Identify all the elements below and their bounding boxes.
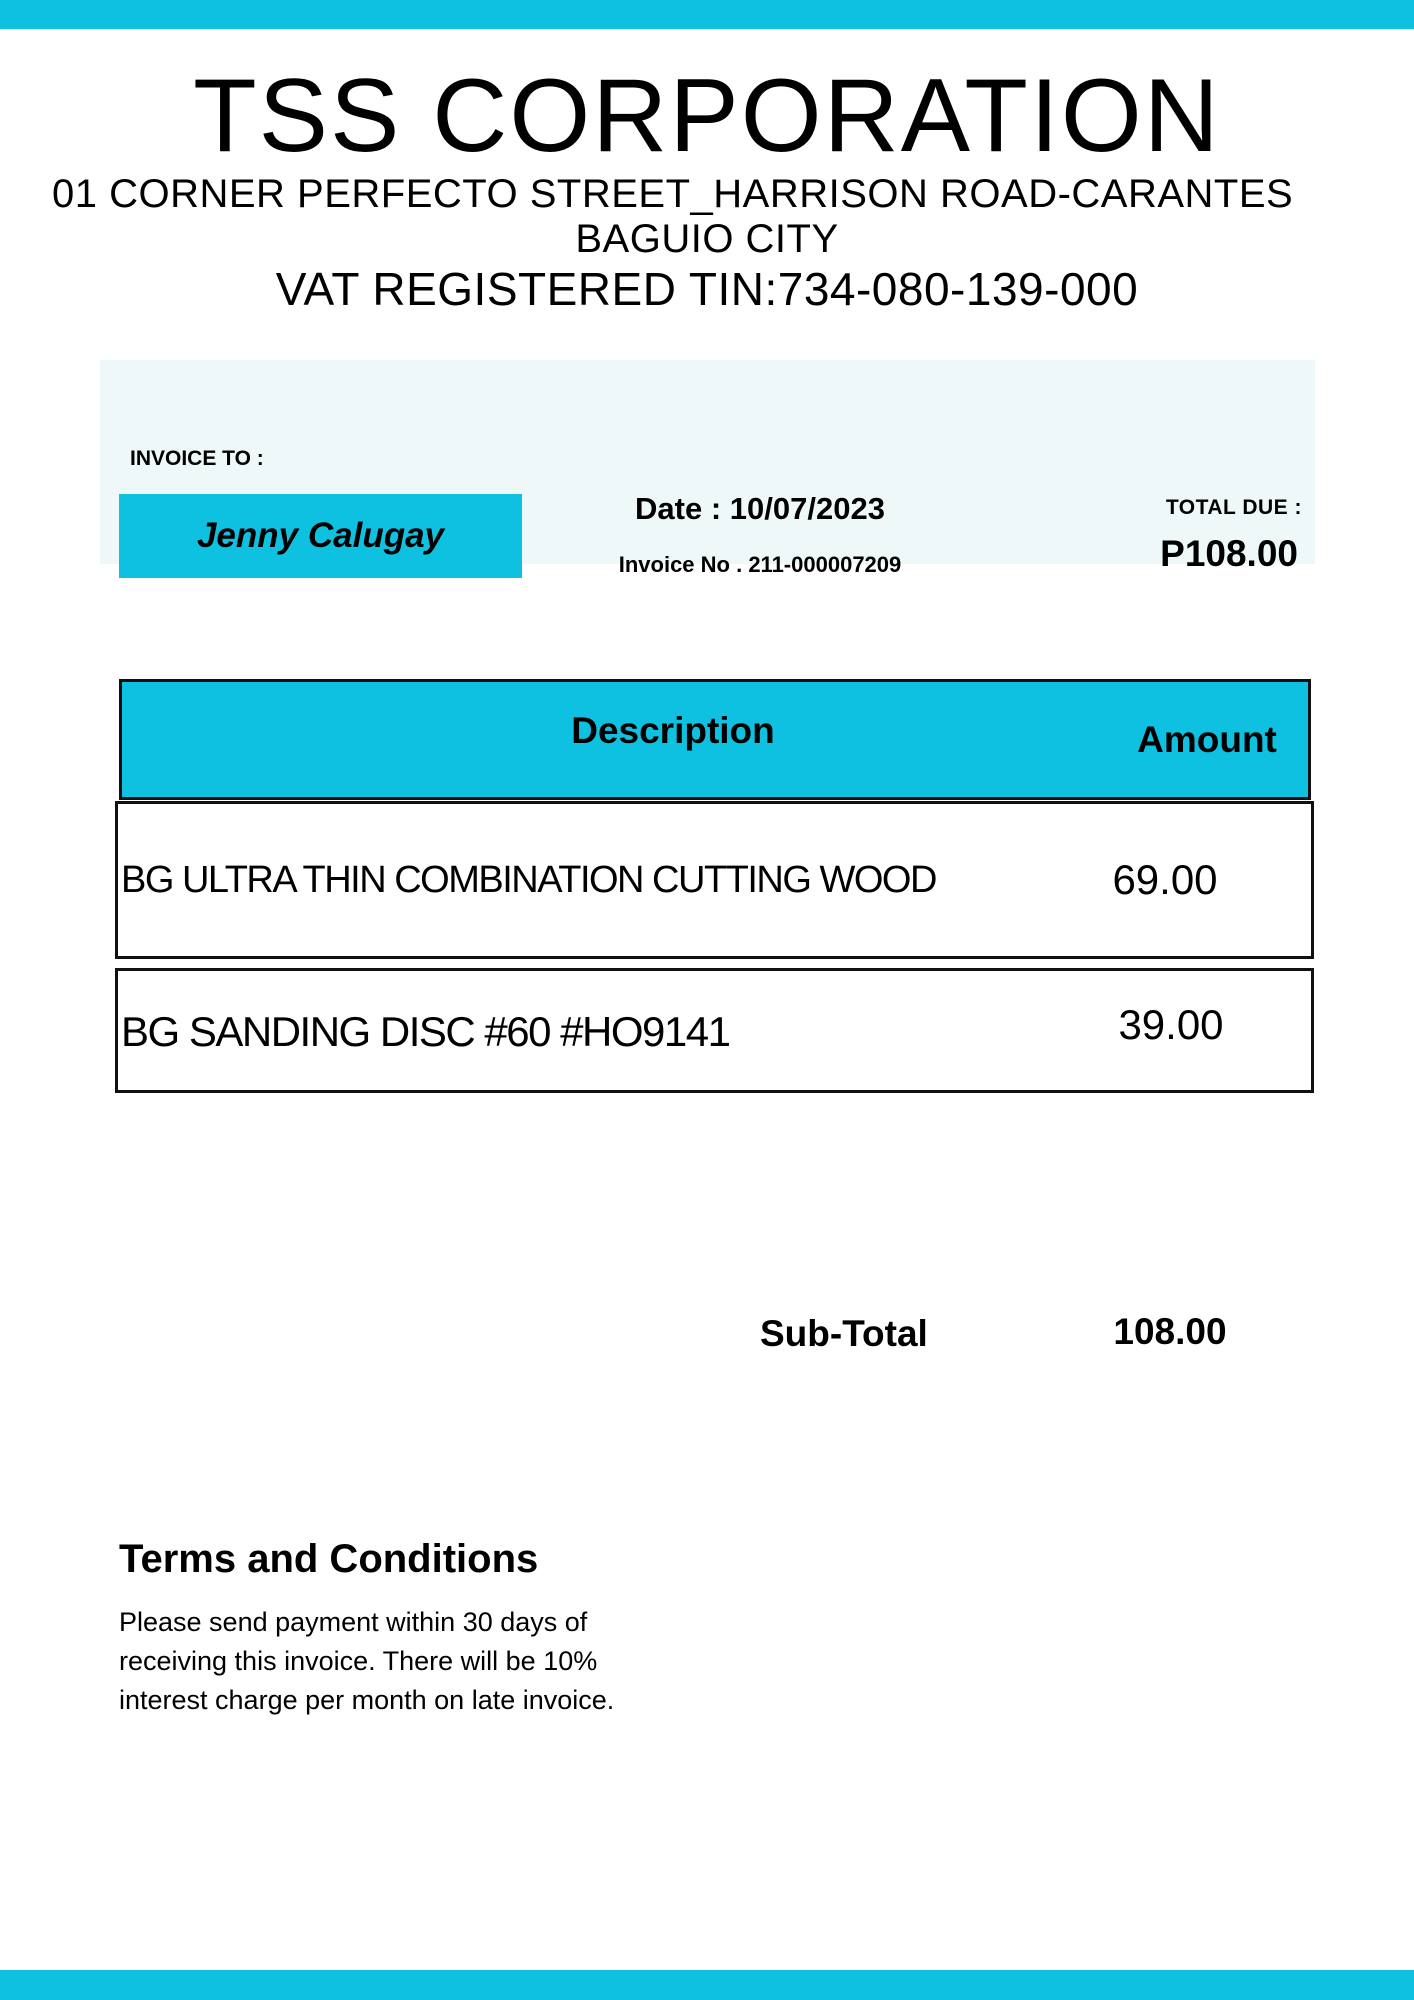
total-due-label: TOTAL DUE : (1165, 496, 1302, 519)
terms-body: Please send payment within 30 days of receiving this invoice. There will be 10% interest charge per month on late invoice. (119, 1607, 615, 1715)
subtotal-value: 108.00 (1113, 1311, 1227, 1352)
item-description: BG SANDING DISC #60 #HO9141 (121, 1008, 730, 1055)
company-address: 01 CORNER PERFECTO STREET_HARRISON ROAD-CARANTES (52, 172, 1294, 216)
invoice-to-label: INVOICE TO : (130, 447, 264, 470)
bottom-accent-bar (0, 1970, 1414, 2000)
top-accent-bar (0, 0, 1414, 29)
item-amount: 39.00 (1118, 1001, 1224, 1048)
column-header-amount: Amount (1137, 719, 1277, 760)
item-description: BG ULTRA THIN COMBINATION CUTTING WOOD (121, 859, 936, 901)
items-table-header (119, 679, 1311, 800)
client-name-box (119, 494, 522, 578)
company-city: BAGUIO CITY (575, 217, 839, 261)
column-header-description: Description (571, 710, 775, 751)
client-name: Jenny Calugay (196, 516, 445, 555)
table-row (115, 968, 1314, 1093)
total-due-value: P108.00 (1160, 533, 1298, 574)
invoice-date: Date : 10/07/2023 (635, 491, 885, 526)
company-name: TSS CORPORATION (193, 58, 1221, 174)
company-tin: VAT REGISTERED TIN:734-080-139-000 (275, 263, 1139, 315)
invoice-number: Invoice No . 211-000007209 (618, 552, 902, 577)
item-amount: 69.00 (1112, 856, 1218, 903)
subtotal-label: Sub-Total (760, 1313, 928, 1354)
terms-heading: Terms and Conditions (119, 1537, 539, 1581)
table-row (115, 801, 1314, 959)
